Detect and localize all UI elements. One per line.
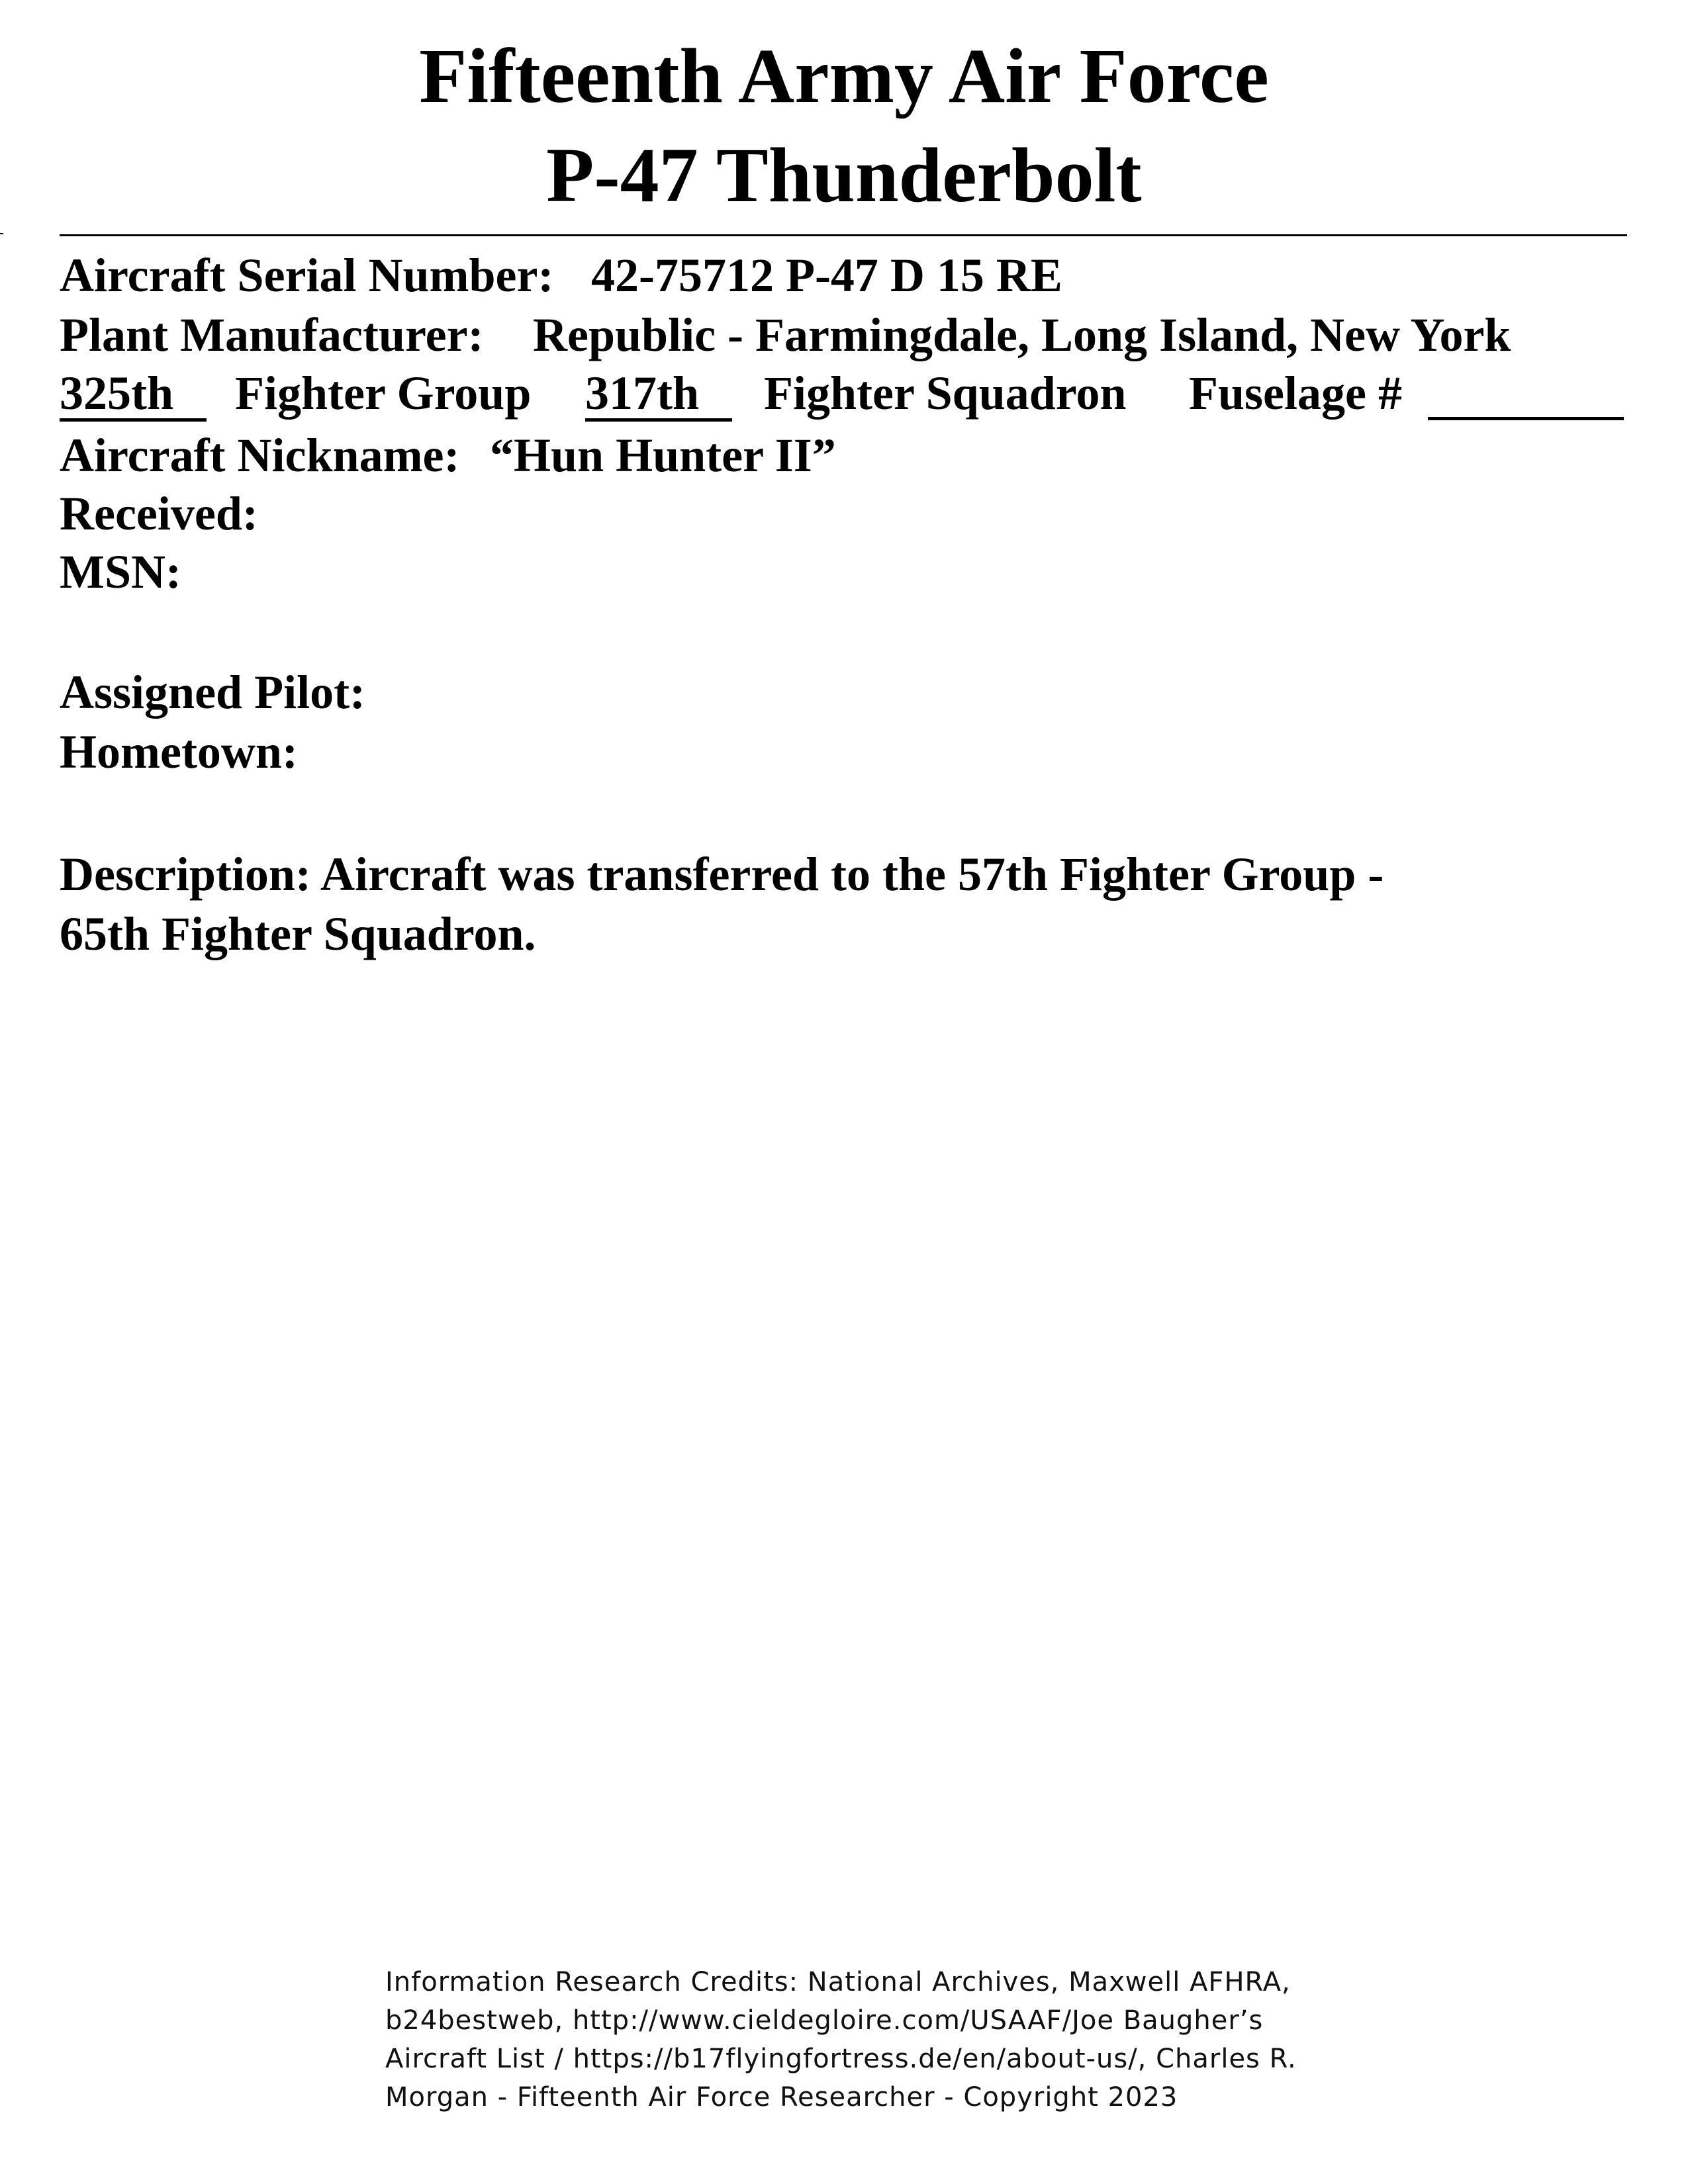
manufacturer-label: Plant Manufacturer: bbox=[60, 308, 484, 361]
serial-value: 42-75712 P-47 D 15 RE bbox=[591, 249, 1062, 302]
received-label: Received: bbox=[60, 487, 258, 540]
credits-line-2: b24bestweb, http://www.cieldegloire.com/USAAF/Joe Baugher’s bbox=[385, 2005, 1264, 2036]
description-line-1: Description: Aircraft was transferred to the 57th Fighter Group - bbox=[60, 848, 1384, 901]
squadron-value: 317th bbox=[585, 369, 732, 422]
pilot-label: Assigned Pilot: bbox=[60, 666, 366, 719]
page-title: Fifteenth Army Air Force bbox=[419, 32, 1269, 119]
credits-line-4: Morgan - Fifteenth Air Force Researcher - Copyright 2023 bbox=[385, 2082, 1178, 2113]
group-value-field bbox=[60, 369, 207, 422]
credits-line-1: Information Research Credits: National Archives, Maxwell AFHRA, bbox=[385, 1967, 1291, 1997]
manufacturer-value: Republic - Farmingdale, Long Island, New York bbox=[533, 308, 1511, 361]
page-subtitle: P-47 Thunderbolt bbox=[546, 132, 1142, 218]
header-divider bbox=[60, 234, 1627, 236]
margin-mark bbox=[0, 233, 3, 234]
credits-line-3: Aircraft List / https://b17flyingfortress.de/en/about-us/, Charles R. bbox=[385, 2044, 1297, 2074]
nickname-value: “Hun Hunter II” bbox=[490, 429, 836, 482]
msn-label: MSN: bbox=[60, 545, 181, 598]
group-label: Fighter Group bbox=[235, 367, 532, 420]
fuselage-label: Fuselage # bbox=[1189, 367, 1402, 420]
group-value: 325th bbox=[60, 369, 207, 422]
description-line-2: 65th Fighter Squadron. bbox=[60, 907, 536, 960]
serial-label: Aircraft Serial Number: bbox=[60, 249, 554, 302]
fuselage-blank bbox=[1428, 417, 1624, 420]
nickname-label: Aircraft Nickname: bbox=[60, 429, 460, 482]
research-credits bbox=[385, 1963, 1378, 2116]
squadron-label: Fighter Squadron bbox=[764, 367, 1127, 420]
hometown-label: Hometown: bbox=[60, 725, 298, 778]
squadron-value-field bbox=[585, 369, 732, 422]
